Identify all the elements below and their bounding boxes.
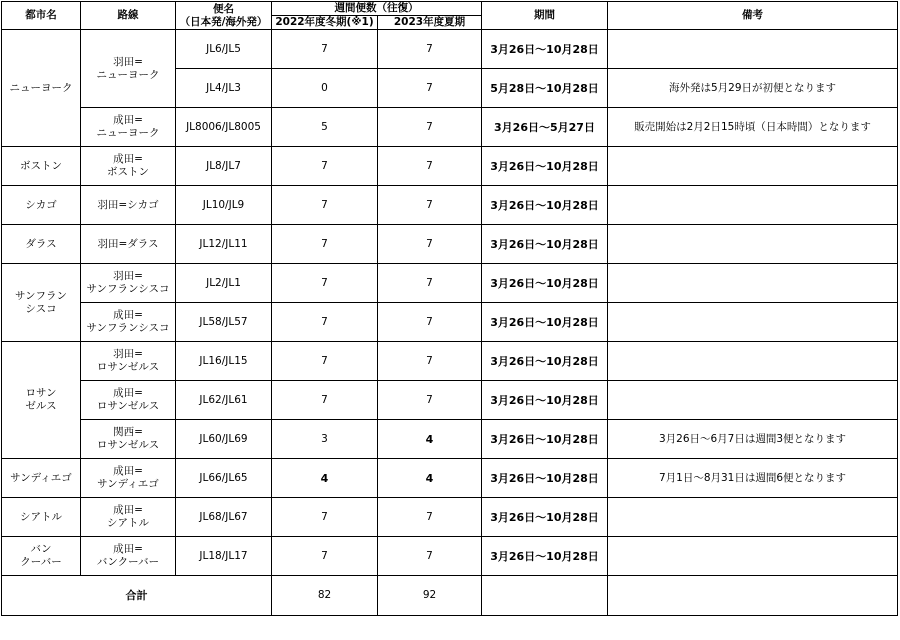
table-row bbox=[2, 342, 898, 381]
remarks-cell bbox=[608, 186, 898, 225]
table-row bbox=[2, 225, 898, 264]
remarks-cell: 7月1日～8月31日は週間6便となります bbox=[608, 459, 898, 498]
remarks-cell bbox=[608, 225, 898, 264]
period-cell: 3月26日～10月28日 bbox=[482, 459, 608, 498]
total-remarks-empty bbox=[608, 576, 898, 616]
winter-cell: 7 bbox=[272, 303, 378, 342]
winter-cell: 7 bbox=[272, 147, 378, 186]
route-cell: 成田= ボストン bbox=[81, 147, 176, 186]
header-winter: 2022年度冬期(※1) bbox=[272, 16, 378, 30]
summer-cell: 4 bbox=[378, 459, 482, 498]
header-summer: 2023年度夏期 bbox=[378, 16, 482, 30]
city-cell: シアトル bbox=[2, 498, 81, 537]
period-cell: 3月26日～10月28日 bbox=[482, 303, 608, 342]
table-row bbox=[2, 264, 898, 303]
winter-cell: 3 bbox=[272, 420, 378, 459]
period-cell: 3月26日～10月28日 bbox=[482, 537, 608, 576]
flight-cell: JL8006/JL8005 bbox=[176, 108, 272, 147]
flight-cell: JL8/JL7 bbox=[176, 147, 272, 186]
remarks-cell bbox=[608, 264, 898, 303]
city-cell: シカゴ bbox=[2, 186, 81, 225]
flight-cell: JL60/JL69 bbox=[176, 420, 272, 459]
summer-cell: 7 bbox=[378, 69, 482, 108]
period-cell: 3月26日～10月28日 bbox=[482, 381, 608, 420]
table-row bbox=[2, 537, 898, 576]
city-cell: ボストン bbox=[2, 147, 81, 186]
header-remarks: 備考 bbox=[608, 2, 898, 30]
summer-cell: 4 bbox=[378, 420, 482, 459]
route-cell: 成田= ロサンゼルス bbox=[81, 381, 176, 420]
route-cell: 成田= シアトル bbox=[81, 498, 176, 537]
city-cell: ロサン ゼルス bbox=[2, 342, 81, 459]
period-cell: 3月26日～10月28日 bbox=[482, 264, 608, 303]
route-cell: 羽田=シカゴ bbox=[81, 186, 176, 225]
table-row bbox=[2, 498, 898, 537]
total-label: 合計 bbox=[2, 576, 272, 616]
summer-cell: 7 bbox=[378, 108, 482, 147]
remarks-cell: 販売開始は2月2日15時頃（日本時間）となります bbox=[608, 108, 898, 147]
period-cell: 3月26日～10月28日 bbox=[482, 147, 608, 186]
remarks-cell bbox=[608, 30, 898, 69]
header-period: 期間 bbox=[482, 2, 608, 30]
remarks-cell bbox=[608, 498, 898, 537]
table-row bbox=[2, 147, 898, 186]
flight-cell: JL10/JL9 bbox=[176, 186, 272, 225]
period-cell: 3月26日～10月28日 bbox=[482, 30, 608, 69]
route-cell: 成田= サンフランシスコ bbox=[81, 303, 176, 342]
table-row bbox=[2, 303, 898, 342]
flight-cell: JL68/JL67 bbox=[176, 498, 272, 537]
flight-cell: JL6/JL5 bbox=[176, 30, 272, 69]
period-cell: 3月26日～10月28日 bbox=[482, 225, 608, 264]
summer-cell: 7 bbox=[378, 381, 482, 420]
table-row bbox=[2, 108, 898, 147]
summer-cell: 7 bbox=[378, 264, 482, 303]
route-cell: 関西= ロサンゼルス bbox=[81, 420, 176, 459]
flight-cell: JL58/JL57 bbox=[176, 303, 272, 342]
total-summer: 92 bbox=[378, 576, 482, 616]
header-weekly: 週間便数（往復） bbox=[272, 2, 482, 16]
remarks-cell bbox=[608, 342, 898, 381]
total-period-empty bbox=[482, 576, 608, 616]
winter-cell: 7 bbox=[272, 225, 378, 264]
period-cell: 5月28日～10月28日 bbox=[482, 69, 608, 108]
route-cell: 羽田= ロサンゼルス bbox=[81, 342, 176, 381]
winter-cell: 7 bbox=[272, 264, 378, 303]
route-cell: 羽田=ダラス bbox=[81, 225, 176, 264]
flight-cell: JL18/JL17 bbox=[176, 537, 272, 576]
summer-cell: 7 bbox=[378, 147, 482, 186]
flight-cell: JL16/JL15 bbox=[176, 342, 272, 381]
city-cell: ダラス bbox=[2, 225, 81, 264]
route-cell: 成田= ニューヨーク bbox=[81, 108, 176, 147]
route-cell: 成田= バンクーバー bbox=[81, 537, 176, 576]
period-cell: 3月26日～10月28日 bbox=[482, 342, 608, 381]
flight-cell: JL2/JL1 bbox=[176, 264, 272, 303]
table-row bbox=[2, 459, 898, 498]
period-cell: 3月26日～10月28日 bbox=[482, 498, 608, 537]
flight-cell: JL62/JL61 bbox=[176, 381, 272, 420]
winter-cell: 4 bbox=[272, 459, 378, 498]
winter-cell: 7 bbox=[272, 30, 378, 69]
route-cell: 羽田= ニューヨーク bbox=[81, 30, 176, 108]
table-row bbox=[2, 420, 898, 459]
table-row bbox=[2, 186, 898, 225]
remarks-cell: 3月26日～6月7日は週間3便となります bbox=[608, 420, 898, 459]
summer-cell: 7 bbox=[378, 498, 482, 537]
period-cell: 3月26日～5月27日 bbox=[482, 108, 608, 147]
flight-cell: JL12/JL11 bbox=[176, 225, 272, 264]
summer-cell: 7 bbox=[378, 342, 482, 381]
total-row bbox=[2, 576, 898, 616]
summer-cell: 7 bbox=[378, 225, 482, 264]
header-route: 路線 bbox=[81, 2, 176, 30]
table-row bbox=[2, 30, 898, 69]
total-winter: 82 bbox=[272, 576, 378, 616]
remarks-cell: 海外発は5月29日が初便となります bbox=[608, 69, 898, 108]
schedule-table bbox=[1, 1, 898, 616]
summer-cell: 7 bbox=[378, 303, 482, 342]
winter-cell: 5 bbox=[272, 108, 378, 147]
city-cell: サンディエゴ bbox=[2, 459, 81, 498]
winter-cell: 7 bbox=[272, 498, 378, 537]
summer-cell: 7 bbox=[378, 537, 482, 576]
remarks-cell bbox=[608, 147, 898, 186]
table-row bbox=[2, 381, 898, 420]
route-cell: 成田= サンディエゴ bbox=[81, 459, 176, 498]
winter-cell: 7 bbox=[272, 342, 378, 381]
flight-cell: JL4/JL3 bbox=[176, 69, 272, 108]
route-cell: 羽田= サンフランシスコ bbox=[81, 264, 176, 303]
flight-cell: JL66/JL65 bbox=[176, 459, 272, 498]
header-city: 都市名 bbox=[2, 2, 81, 30]
winter-cell: 7 bbox=[272, 186, 378, 225]
remarks-cell bbox=[608, 303, 898, 342]
header-flight: 便名 （日本発/海外発） bbox=[176, 2, 272, 30]
city-cell: ニューヨーク bbox=[2, 30, 81, 147]
period-cell: 3月26日～10月28日 bbox=[482, 420, 608, 459]
city-cell: サンフラン シスコ bbox=[2, 264, 81, 342]
remarks-cell bbox=[608, 381, 898, 420]
winter-cell: 7 bbox=[272, 537, 378, 576]
winter-cell: 0 bbox=[272, 69, 378, 108]
city-cell: バン クーバー bbox=[2, 537, 81, 576]
summer-cell: 7 bbox=[378, 186, 482, 225]
period-cell: 3月26日～10月28日 bbox=[482, 186, 608, 225]
winter-cell: 7 bbox=[272, 381, 378, 420]
remarks-cell bbox=[608, 537, 898, 576]
summer-cell: 7 bbox=[378, 30, 482, 69]
